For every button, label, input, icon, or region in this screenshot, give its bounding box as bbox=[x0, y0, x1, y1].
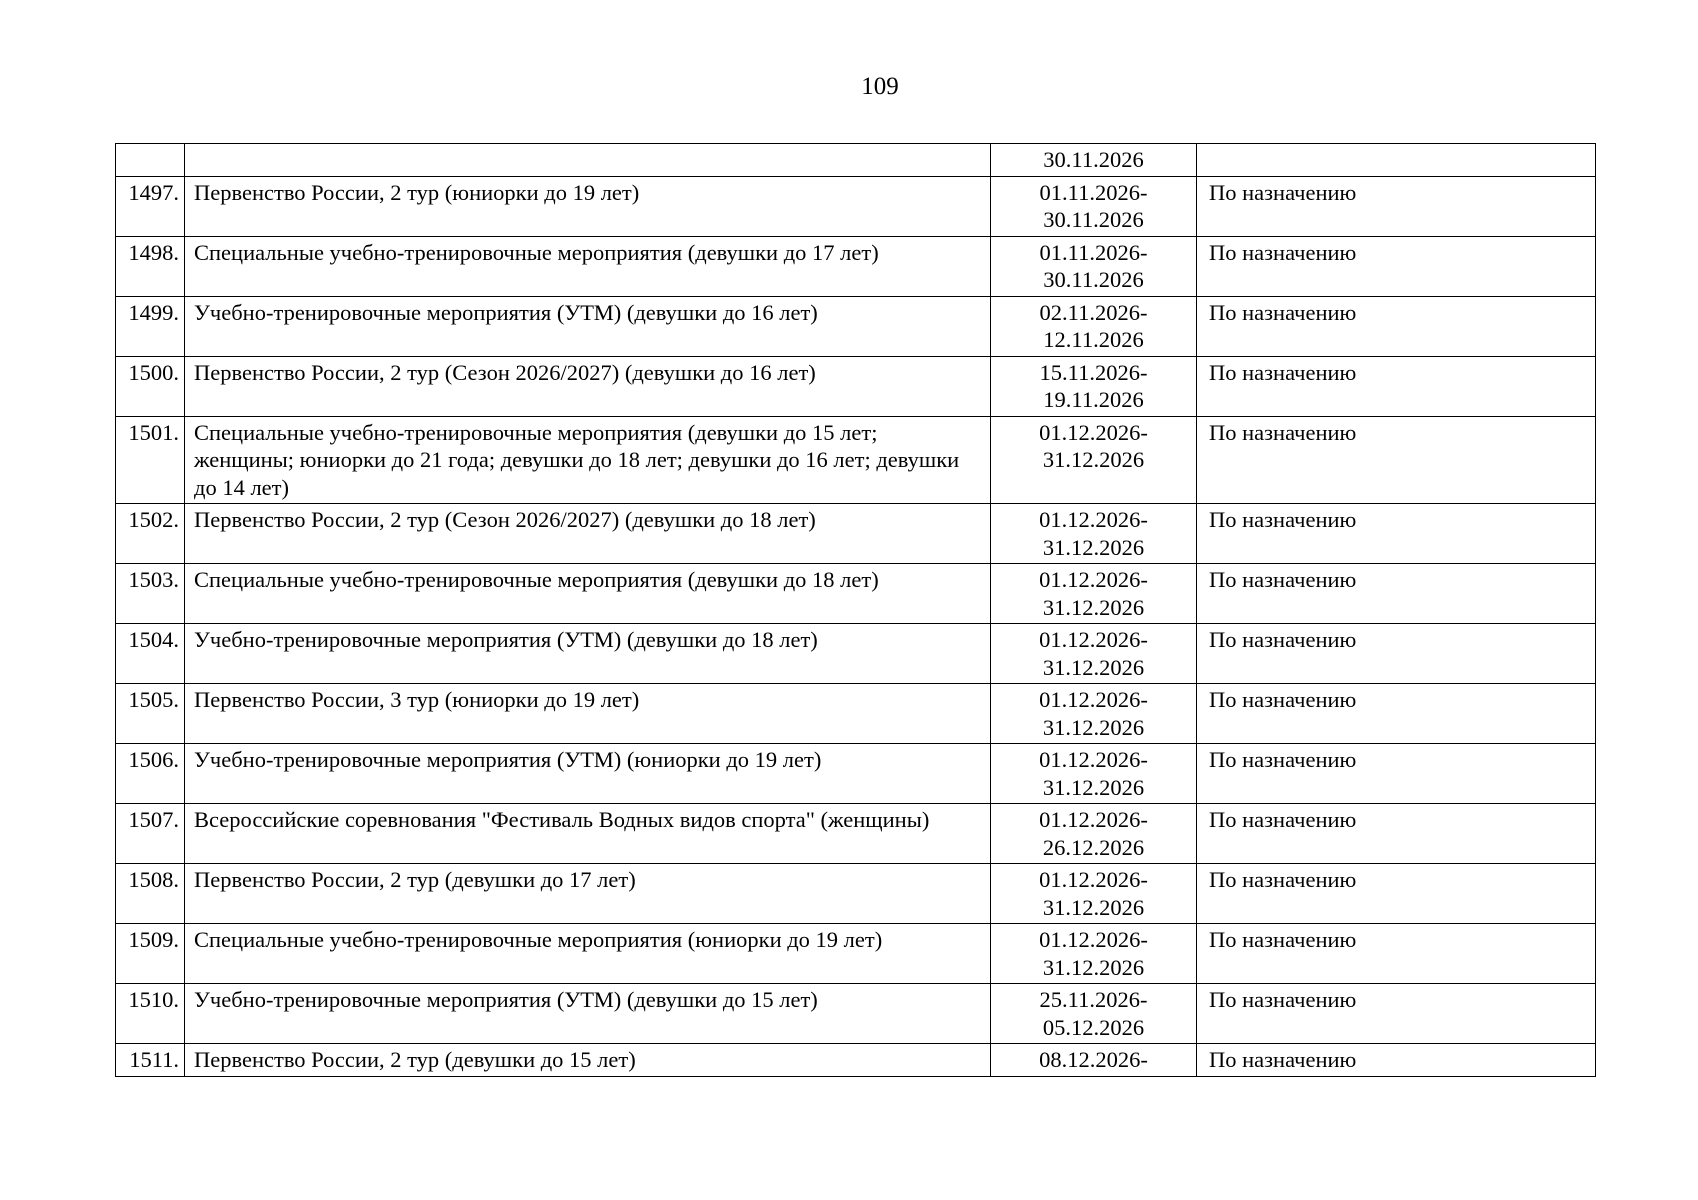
date-end: 30.11.2026 bbox=[1043, 207, 1144, 232]
date-cell bbox=[991, 236, 1197, 296]
event-name-cell: Первенство России, 2 тур (девушки до 17 лет) bbox=[185, 864, 991, 924]
date-end: 05.12.2026 bbox=[1042, 1014, 1145, 1040]
date-start: 01.12.2026- bbox=[1039, 627, 1148, 652]
date-end: 31.12.2026 bbox=[1042, 447, 1145, 472]
responsible-cell bbox=[1197, 144, 1596, 177]
row-number-cell: 1506. bbox=[116, 744, 185, 804]
table-row bbox=[116, 864, 1596, 924]
date-start: 08.12.2026- bbox=[1039, 1047, 1148, 1072]
row-number-cell: 1508. bbox=[116, 864, 185, 924]
date-end: 31.12.2026 bbox=[1042, 654, 1145, 680]
date-cell bbox=[991, 416, 1197, 504]
date-cell bbox=[991, 504, 1197, 564]
date-end: 31.12.2026 bbox=[1042, 954, 1145, 980]
date-cell bbox=[991, 804, 1197, 864]
date-end: 31.12.2026 bbox=[1042, 714, 1145, 740]
table-row bbox=[116, 416, 1596, 504]
event-name-cell: Всероссийские соревнования "Фестиваль Водных видов спорта" (женщины) bbox=[185, 804, 991, 864]
event-name-cell: Учебно-тренировочные мероприятия (УТМ) (юниорки до 19 лет) bbox=[185, 744, 991, 804]
table-row bbox=[116, 236, 1596, 296]
date-cell bbox=[991, 1044, 1197, 1077]
responsible-cell: По назначению bbox=[1197, 684, 1596, 744]
event-name-cell: Специальные учебно-тренировочные мероприятия (девушки до 17 лет) bbox=[185, 236, 991, 296]
date-start: 15.11.2026- bbox=[1039, 359, 1148, 385]
table-row bbox=[116, 564, 1596, 624]
event-name-cell: Специальные учебно-тренировочные мероприятия (девушки до 15 лет; женщины; юниорки до 21 года; девушки до 18 лет; девушки до 16 лет; девушки до 14 лет) bbox=[185, 416, 991, 504]
row-number-cell: 1505. bbox=[116, 684, 185, 744]
date-cell bbox=[991, 296, 1197, 356]
date-cell bbox=[991, 356, 1197, 416]
date-end: 30.11.2026 bbox=[1043, 267, 1144, 292]
event-name-cell: Специальные учебно-тренировочные мероприятия (юниорки до 19 лет) bbox=[185, 924, 991, 984]
responsible-cell: По назначению bbox=[1197, 804, 1596, 864]
event-name-cell: Специальные учебно-тренировочные мероприятия (девушки до 18 лет) bbox=[185, 564, 991, 624]
date-cell bbox=[991, 176, 1197, 236]
responsible-cell: По назначению bbox=[1197, 236, 1596, 296]
row-number-cell: 1509. bbox=[116, 924, 185, 984]
table-row bbox=[116, 1044, 1596, 1077]
table-row bbox=[116, 984, 1596, 1044]
row-number-cell: 1501. bbox=[116, 416, 185, 504]
event-name-cell: Учебно-тренировочные мероприятия (УТМ) (девушки до 16 лет) bbox=[185, 296, 991, 356]
responsible-cell: По назначению bbox=[1197, 356, 1596, 416]
row-number-cell: 1503. bbox=[116, 564, 185, 624]
date-start: 01.11.2026- bbox=[1039, 239, 1148, 265]
responsible-cell: По назначению bbox=[1197, 564, 1596, 624]
event-name-cell: Первенство России, 2 тур (девушки до 15 лет) bbox=[185, 1044, 991, 1077]
date-start: 01.12.2026- bbox=[1039, 807, 1148, 832]
date-end: 31.12.2026 bbox=[1042, 594, 1145, 620]
date-start: 01.12.2026- bbox=[1039, 867, 1148, 892]
date-end: 12.11.2026 bbox=[1043, 327, 1144, 352]
table-row bbox=[116, 804, 1596, 864]
row-number-cell: 1510. bbox=[116, 984, 185, 1044]
responsible-cell: По назначению bbox=[1197, 176, 1596, 236]
table-row bbox=[116, 744, 1596, 804]
date-cell bbox=[991, 744, 1197, 804]
table-row bbox=[116, 924, 1596, 984]
date-cell bbox=[991, 864, 1197, 924]
table-row bbox=[116, 296, 1596, 356]
responsible-cell: По назначению bbox=[1197, 1044, 1596, 1077]
date-cell bbox=[991, 624, 1197, 684]
date-end: 31.12.2026 bbox=[1042, 534, 1145, 560]
date-end: 31.12.2026 bbox=[1042, 894, 1145, 920]
date-start: 02.11.2026- bbox=[1039, 299, 1148, 325]
responsible-cell: По назначению bbox=[1197, 864, 1596, 924]
responsible-cell: По назначению bbox=[1197, 624, 1596, 684]
responsible-cell: По назначению bbox=[1197, 984, 1596, 1044]
date-start: 01.12.2026- bbox=[1039, 507, 1148, 532]
date-start: 30.11.2026 bbox=[1043, 147, 1144, 172]
table-row bbox=[116, 356, 1596, 416]
responsible-cell: По назначению bbox=[1197, 296, 1596, 356]
event-name-cell: Учебно-тренировочные мероприятия (УТМ) (девушки до 15 лет) bbox=[185, 984, 991, 1044]
date-start: 01.11.2026- bbox=[1039, 179, 1148, 205]
table-row bbox=[116, 624, 1596, 684]
table-row bbox=[116, 504, 1596, 564]
event-name-cell bbox=[185, 144, 991, 177]
event-name-cell: Первенство России, 2 тур (юниорки до 19 лет) bbox=[185, 176, 991, 236]
row-number-cell: 1498. bbox=[116, 236, 185, 296]
row-number-cell: 1497. bbox=[116, 176, 185, 236]
date-start: 25.11.2026- bbox=[1039, 987, 1148, 1012]
events-table bbox=[115, 143, 1596, 1077]
date-start: 01.12.2026- bbox=[1039, 927, 1148, 952]
row-number-cell: 1500. bbox=[116, 356, 185, 416]
row-number-cell bbox=[116, 144, 185, 177]
date-end: 19.11.2026 bbox=[1043, 387, 1144, 412]
responsible-cell: По назначению bbox=[1197, 416, 1596, 504]
page-number: 109 bbox=[861, 73, 899, 100]
date-end: 26.12.2026 bbox=[1042, 834, 1145, 860]
date-cell bbox=[991, 924, 1197, 984]
event-name-cell: Первенство России, 3 тур (юниорки до 19 лет) bbox=[185, 684, 991, 744]
date-cell bbox=[991, 564, 1197, 624]
date-end: 31.12.2026 bbox=[1042, 774, 1145, 800]
event-name-cell: Первенство России, 2 тур (Сезон 2026/2027) (девушки до 18 лет) bbox=[185, 504, 991, 564]
date-cell bbox=[991, 684, 1197, 744]
date-start: 01.12.2026- bbox=[1039, 687, 1148, 712]
table-row bbox=[116, 176, 1596, 236]
date-start: 01.12.2026- bbox=[1039, 567, 1148, 592]
event-name-cell: Учебно-тренировочные мероприятия (УТМ) (девушки до 18 лет) bbox=[185, 624, 991, 684]
row-number-cell: 1507. bbox=[116, 804, 185, 864]
date-start: 01.12.2026- bbox=[1039, 419, 1148, 445]
row-number-cell: 1499. bbox=[116, 296, 185, 356]
date-cell bbox=[991, 144, 1197, 177]
date-start: 01.12.2026- bbox=[1039, 747, 1148, 772]
event-name-cell: Первенство России, 2 тур (Сезон 2026/2027) (девушки до 16 лет) bbox=[185, 356, 991, 416]
table-row-continuation bbox=[116, 144, 1596, 177]
row-number-cell: 1504. bbox=[116, 624, 185, 684]
responsible-cell: По назначению bbox=[1197, 924, 1596, 984]
responsible-cell: По назначению bbox=[1197, 744, 1596, 804]
row-number-cell: 1511. bbox=[116, 1044, 185, 1077]
date-cell bbox=[991, 984, 1197, 1044]
table-row bbox=[116, 684, 1596, 744]
responsible-cell: По назначению bbox=[1197, 504, 1596, 564]
row-number-cell: 1502. bbox=[116, 504, 185, 564]
